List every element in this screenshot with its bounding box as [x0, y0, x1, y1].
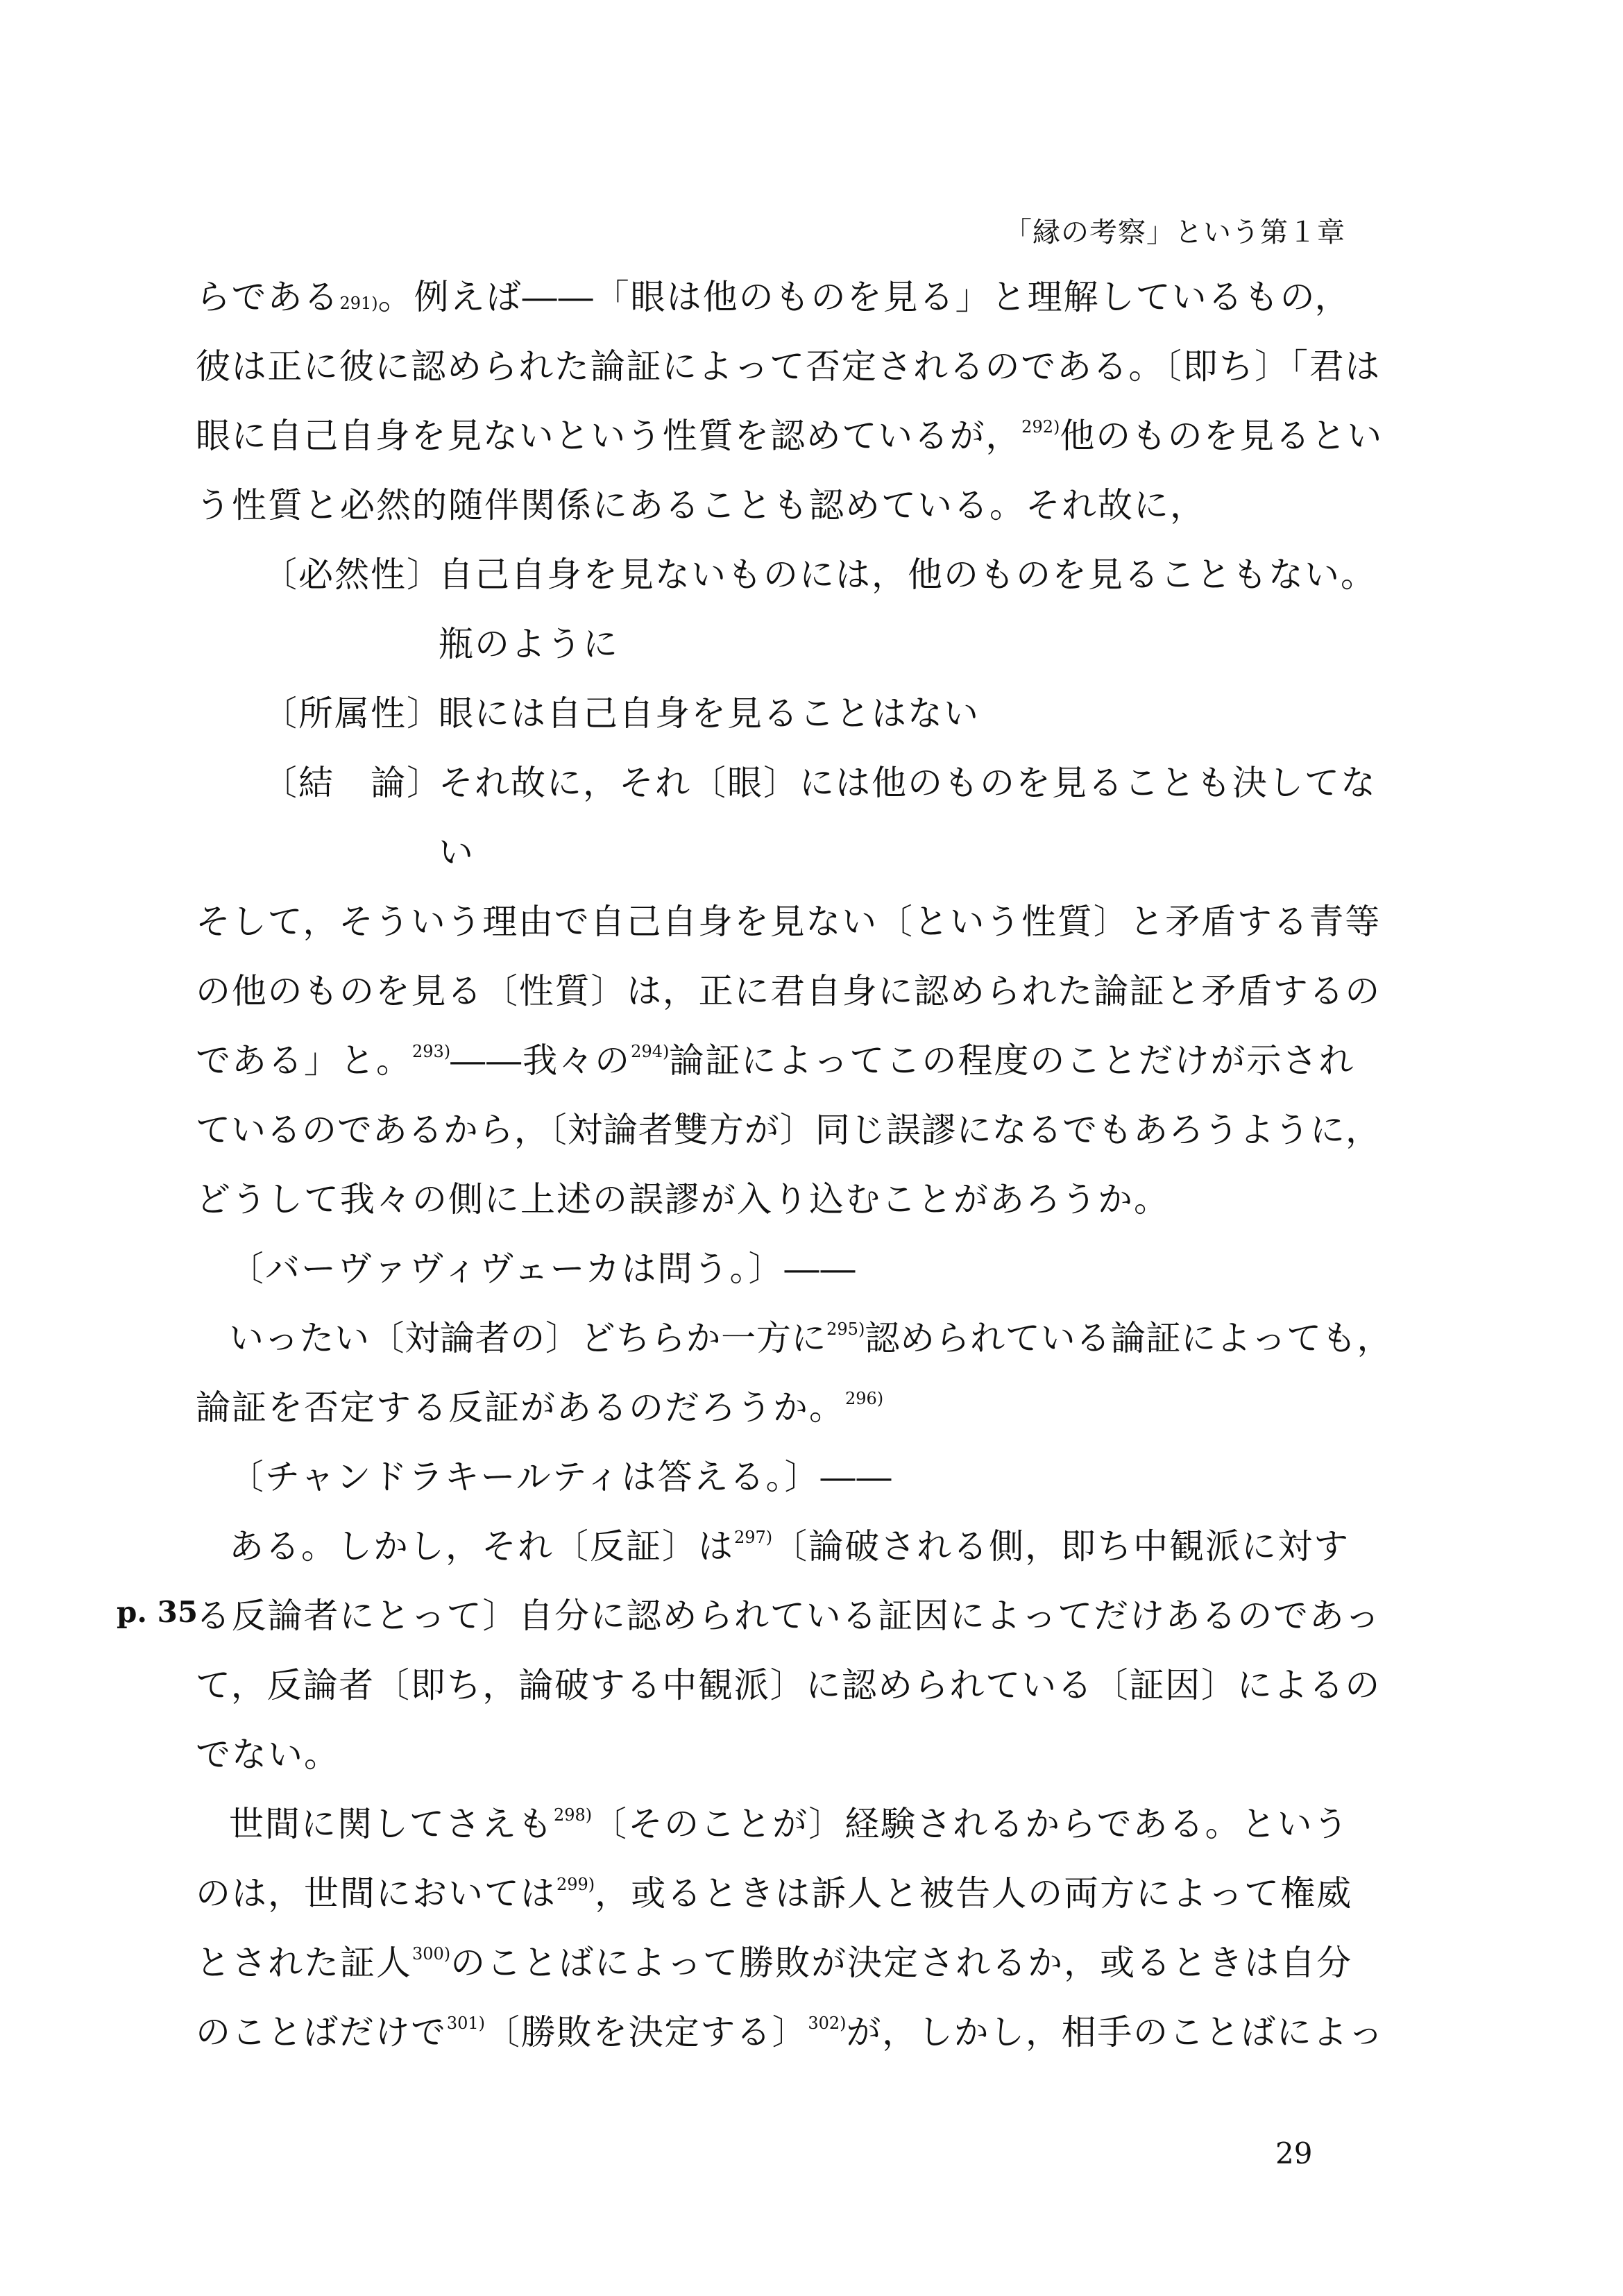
footnote-ref: 302): [808, 2014, 847, 2033]
footnote-ref: 297): [734, 1528, 773, 1547]
text-line: 彼は正に彼に認められた論証によって否定されるのである。〔即ち〕「君は: [196, 346, 1381, 387]
footnote-ref: 292): [1021, 417, 1060, 437]
footnote-ref: 298): [554, 1805, 593, 1825]
footnote-ref: 294): [631, 1042, 670, 1061]
text-line: でない。: [196, 1734, 340, 1775]
text-line: そして，そういう理由で自己自身を見ない〔という性質〕と矛盾する青等: [196, 902, 1381, 942]
text-line: 眼に自己自身を見ないという性質を認めているが，$^{292)}$他のものを見るとい: [196, 416, 1384, 456]
text-line: どうして我々の側に上述の誤謬が入り込むことがあろうか。: [196, 1179, 1170, 1219]
syllogism-label-conclusion: 〔結 論〕: [262, 763, 443, 803]
text-line: ているのであるから，〔対論者雙方が〕同じ誤謬になるでもあろうように，: [196, 1110, 1381, 1150]
text-line: である」と。$^{293)}$――我々の$^{294)}$論証によってこの程度のことだけが示され: [196, 1040, 1355, 1081]
text-line: のは，世間においては$^{299)}$，或るときは訴人と被告人の両方によって権威: [196, 1873, 1353, 1914]
text-line: のことばだけで$^{301)}$〔勝敗を決定する〕$^{302)}$が，しかし，相手のことばによっ: [196, 2012, 1384, 2052]
syllogism-text-major-cont: 瓶のように: [439, 624, 619, 664]
page-number: 29: [1275, 2136, 1313, 2170]
text-line: る反論者にとって〕自分に認められている証因によってだけあるのであっ: [196, 1596, 1381, 1636]
text-line: 世間に関してさえも$^{298)}$〔そのことが〕経験されるからである。という: [229, 1804, 1350, 1844]
text-line: とされた証人$^{300)}$のことばによって勝敗が決定されるか，或るときは自分: [196, 1943, 1353, 1983]
syllogism-label-major: 〔必然性〕: [262, 555, 443, 595]
footnote-ref: 295): [826, 1319, 865, 1339]
footnote-ref: 293): [412, 1042, 451, 1061]
text-line: らである 291) 。例えば――「眼は他のものを見る」と理解しているもの，: [196, 277, 1351, 317]
footnote-ref: 299): [556, 1875, 595, 1894]
footnote-ref: 300): [412, 1944, 451, 1964]
syllogism-label-minor: 〔所属性〕: [262, 693, 443, 734]
footnote-ref: 296): [845, 1389, 884, 1408]
syllogism-text-major: 自己自身を見ないものには，他のものを見ることもない。: [439, 555, 1377, 595]
margin-page-reference: p. 35: [117, 1595, 198, 1629]
text-line: いったい〔対論者の〕どちらか一方に$^{295)}$認められている論証によっても，: [229, 1318, 1393, 1358]
speaker-chandrakirti: 〔チャンドラキールティは答える。〕――: [229, 1457, 893, 1497]
syllogism-text-conclusion: それ故に，それ〔眼〕には他のものを見ることも決してな: [439, 763, 1377, 803]
text-line: の他のものを見る〔性質〕は，正に君自身に認められた論証と矛盾するの: [196, 971, 1381, 1011]
text-line: て，反論者〔即ち，論破する中観派〕に認められている〔証因〕によるの: [196, 1665, 1381, 1705]
speaker-bhavaviveka: 〔バーヴァヴィヴェーカは問う。〕――: [229, 1249, 857, 1289]
running-header: 「縁の考察」という第１章: [1004, 217, 1345, 248]
text-line: 論証を否定する反証があるのだろうか。$^{296)}$: [196, 1387, 884, 1428]
footnote-ref: 301): [446, 2014, 486, 2033]
text-line: ある。しかし，それ〔反証〕は$^{297)}$〔論破される側，即ち中観派に対す: [229, 1526, 1350, 1567]
syllogism-text-conclusion-cont: い: [439, 832, 475, 872]
syllogism-text-minor: 眼には自己自身を見ることはない: [439, 693, 980, 734]
text-line: う性質と必然的随伴関係にあることも認めている。それ故に，: [196, 485, 1206, 525]
